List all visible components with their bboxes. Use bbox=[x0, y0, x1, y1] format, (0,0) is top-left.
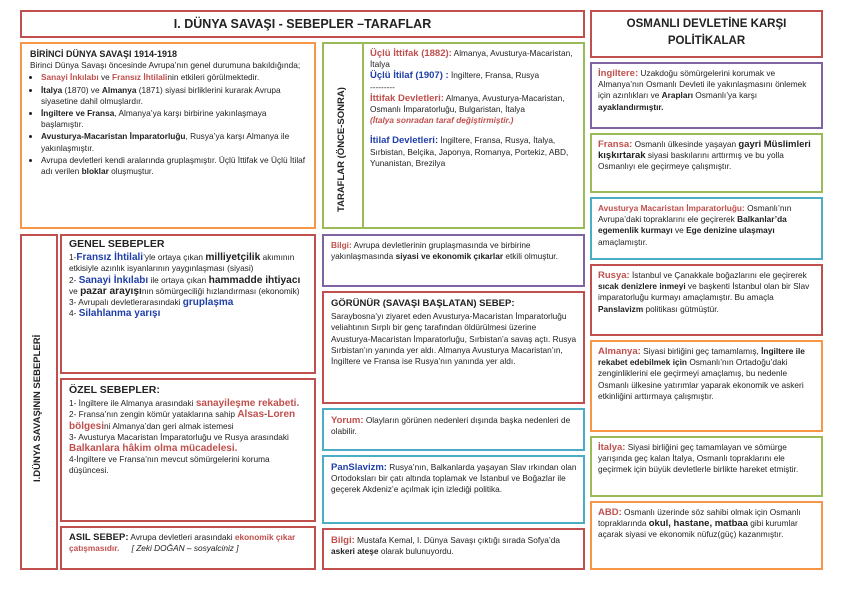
text: olarak bulunuyordu. bbox=[378, 546, 454, 557]
rekabet-text: sanayileşme rekabeti. bbox=[195, 398, 300, 410]
num: 4- bbox=[69, 454, 77, 465]
genel-item-1 bbox=[69, 252, 308, 274]
abd-box bbox=[590, 501, 823, 570]
avusturya-label: Avusturya Macaristan İmparatorluğu: bbox=[598, 203, 745, 213]
text: akımının etkisiyle azınlık isyanlarının yaygınlaşması (siyasi) bbox=[69, 252, 295, 274]
birinci-intro: Birinci Dünya Savaşı öncesinde Avrupa’nın genel durumuna bakıldığında; bbox=[30, 60, 301, 71]
italya-label: İtalya: bbox=[598, 442, 626, 453]
bilgi2-box bbox=[322, 528, 585, 570]
yorum-label: Yorum: bbox=[331, 415, 364, 426]
asil-box bbox=[60, 526, 316, 570]
ozel-item-2 bbox=[69, 409, 308, 431]
balkan-text: Balkanlara hâkim olma mücadelesi. bbox=[69, 443, 238, 455]
ittifak2-text: Almanya, Avusturya-Macaristan, Osmanlı İmparatorluğu, Bulgaristan, İtalya bbox=[370, 92, 565, 115]
taraflar-side-label: TARAFLAR (ÖNCE-SONRA) bbox=[336, 87, 347, 212]
list-item bbox=[41, 131, 308, 153]
text: (1870) ve bbox=[62, 84, 102, 95]
birinci-list bbox=[30, 72, 308, 177]
panslavizm-label: PanSlavizm: bbox=[331, 462, 387, 473]
ozel-item-3 bbox=[69, 432, 308, 454]
text: siyasi baskılarını arttırmış ve bu yolla Osmanlıyı ele geçirmeye çalışmıştır. bbox=[598, 150, 784, 172]
ittifak-text: Almanya, Avusturya-Macaristan, İtalya bbox=[370, 48, 573, 70]
fransa-label: Fransa: bbox=[598, 139, 633, 150]
source-credit: [ Zeki DOĞAN – sosyalciniz ] bbox=[131, 543, 239, 554]
main-title-box bbox=[20, 10, 585, 38]
ihtilal-text: Fransız İhtilali bbox=[112, 72, 168, 83]
main-title: I. DÜNYA SAVAŞI - SEBEPLER –TARAFLAR bbox=[173, 17, 432, 31]
ingiltere-box bbox=[590, 62, 823, 129]
bold-text: İngiltere ile rekabet edebilmek için bbox=[598, 346, 805, 368]
rusya-box bbox=[590, 264, 823, 336]
italya-text: İtalya bbox=[41, 84, 63, 95]
num: 2- bbox=[69, 274, 79, 285]
text: , Almanya’ya karşı birbirine yakınlaşmaya başlamıştır. bbox=[41, 108, 267, 130]
text: nın sömürgeciliği hızlandırması (ekonomik) bbox=[141, 285, 300, 296]
gruplasma-text: gruplaşma bbox=[182, 297, 234, 309]
text: Avrupa devletlerinin gruplaşmasında ve birbirine yakınlaşmasında bbox=[331, 240, 531, 262]
almanya-box bbox=[590, 340, 823, 432]
sebepler-side-label: I.DÜNYA SAVAŞININ SEBEPLERİ bbox=[32, 334, 43, 482]
right-title-box bbox=[590, 10, 823, 58]
abd-label: ABD: bbox=[598, 507, 622, 518]
text: Osmanlı ülkesinde yaşayan bbox=[632, 139, 739, 149]
list-item bbox=[41, 85, 308, 107]
asil-label: ASIL SEBEP: bbox=[69, 532, 129, 543]
alsas-text: Alsas-Loren bölgesi bbox=[69, 409, 296, 432]
bold-text: Balkanlar’da egemenlik kurmayı bbox=[598, 214, 787, 236]
ekonomik-text: ekonomik çıkar çatışmasıdır. bbox=[69, 532, 296, 554]
genel-heading: GENEL SEBEPLER bbox=[69, 238, 165, 250]
itilaf2-text: İngiltere, Fransa, Rusya, İtalya, Sırbistan, Belçika, Japonya, Romanya, Portekiz, ABD, Yunanistan, Brezilya bbox=[370, 135, 569, 168]
num: 1- bbox=[69, 252, 77, 263]
text: ve bbox=[672, 225, 687, 236]
list-item bbox=[41, 155, 308, 177]
text: etkili olmuştur. bbox=[503, 251, 558, 262]
birinci-box bbox=[20, 42, 316, 229]
text: , Rusya’ya karşı Almanya ile yakınlaşmıştır. bbox=[41, 131, 290, 153]
avusturya-box bbox=[590, 197, 823, 260]
taraflar-divider bbox=[362, 44, 364, 227]
genel-item-4 bbox=[69, 308, 308, 319]
list-item bbox=[41, 108, 308, 130]
ozel-item-4 bbox=[69, 454, 308, 476]
text: 1- İngiltere ile Almanya arasındaki bbox=[69, 398, 196, 409]
dashes: --------- bbox=[370, 81, 395, 92]
text: İngiltere ve Fransa’nın mevcut sömürgelerini koruma düşüncesi. bbox=[69, 454, 270, 476]
pazar-text: pazar arayışı bbox=[80, 285, 142, 297]
italy-note: (İtalya sonradan taraf değiştirmiştir.) bbox=[370, 115, 514, 126]
bold-text: siyasi ve ekonomik çıkarlar bbox=[395, 251, 504, 262]
sebepler-side-box bbox=[20, 234, 58, 570]
itilaf2-line bbox=[370, 135, 578, 169]
text: Uzakdoğu sömürgelerini korumak ve Almanya’nın Osmanlı Devleti ile yakınlaşmasını önlemek için azınlıkları ve bbox=[598, 68, 807, 101]
text: Avrupa devletleri kendi aralarında gruplaşmıştır. Üçlü İttifak ve Üçlü İtilaf adı verilen bbox=[41, 154, 306, 177]
ittifak2-line bbox=[370, 93, 578, 115]
text: ve bbox=[98, 72, 113, 83]
itilaf-label: Üçlü İtilaf (1907) : bbox=[370, 70, 449, 82]
sanayi-text: Sanayi İnkılabı bbox=[41, 72, 99, 83]
silahlanma-text: Silahlanma yarışı bbox=[78, 308, 161, 320]
bold-text: gayri Müslimleri kışkırtarak bbox=[598, 139, 811, 162]
bold-text: Ege denizine ulaşmayı bbox=[686, 225, 775, 236]
text: Siyasi birliğini geç tamamlayan ve sömürge yarışında geç kalan İtalya, Osmanlı topraklarını ele geçirmek için büyük devletlerle birlikte hareket etmiştir. bbox=[598, 442, 799, 475]
panslavizm-box bbox=[322, 455, 585, 524]
bilgi-label: Bilgi: bbox=[331, 240, 352, 250]
text: 3- Avusturya Macaristan İmparatorluğu ve Rusya arasındaki bbox=[69, 431, 289, 442]
text: Osmanlı’nın Ortadoğu’daki zenginliklerini ele geçirmeyi amaçlamış, bu nedenle Osmanlı ülkesine yatırımlar yaparak ekonomik ve askeri etkinliğini arttırmaya çalışmıştır. bbox=[598, 357, 804, 401]
ozel-box bbox=[60, 378, 316, 522]
gorunur-text: Saraybosna’yı ziyaret eden Avusturya-Macaristan İmparatorluğu veliahtının Sırplı bir genç tarafından öldürülmesi üzerine Avusturya-Macaristan İmparatorluğu, Sırbistan’a savaş açtı. Rusya Sırbistan’ın yanında yer aldı. Almanya Avusturya Macaristan’ın, İngiltere ve Fransa ise Rusya’nın yanında yer aldı. bbox=[331, 311, 577, 367]
text: 3- Avrupalı devletlerarasındaki bbox=[69, 297, 183, 308]
taraflar-box bbox=[322, 42, 585, 229]
text: ile ortaya çıkan bbox=[148, 274, 209, 285]
text: gibi kurumlar açarak siyasi ve ekonomik nüfuz(güç) kazanmıştır. bbox=[598, 518, 798, 540]
text: Osmanlı üzerinde söz sahibi olmak için Osmanlı topraklarında bbox=[598, 507, 801, 529]
text: Avrupa devletleri arasındaki bbox=[128, 532, 235, 542]
genel-item-3 bbox=[69, 297, 308, 308]
yorum-box bbox=[322, 408, 585, 451]
fransa-box bbox=[590, 133, 823, 193]
ittifak2-label: İttifak Devletleri: bbox=[370, 92, 444, 104]
bold-text: askeri ateşe bbox=[331, 546, 379, 557]
rusya-label: Rusya: bbox=[598, 270, 630, 281]
hammadde-text: hammadde ihtiyacı bbox=[208, 274, 301, 286]
text: Mustafa Kemal, I. Dünya Savaşı çıktığı sırada Sofya’da bbox=[354, 535, 560, 545]
text: oluşmuştur. bbox=[108, 166, 154, 177]
ittifak-label: Üçlü İttifak (1882): bbox=[370, 48, 452, 59]
ittifak-line bbox=[370, 48, 578, 70]
text: (1871) siyasi birliklerini kurarak Avrupa siyasetine dahil olmuşlardır. bbox=[41, 84, 281, 106]
genel-item-2 bbox=[69, 275, 308, 297]
almanya-label: Almanya: bbox=[598, 346, 641, 357]
itilaf-line bbox=[370, 70, 578, 81]
bold-text: sıcak denizlere inmeyi bbox=[598, 281, 686, 292]
ozel-item-1 bbox=[69, 398, 308, 409]
text: Rusya’nın, Balkanlarda yaşayan Slav ırkından olan Ortodoksları bir çatı altında toplamak ve İstanbul ve Boğazlar ile geçerek Akdeniz’e açılmak için izlediği politika. bbox=[331, 462, 577, 495]
gorunur-heading: GÖRÜNÜR (SAVAŞI BAŞLATAN) SEBEP: bbox=[331, 298, 515, 309]
text: ’yle ortaya çıkan bbox=[143, 252, 206, 263]
text: Osmanlı’ya karşı bbox=[693, 90, 758, 101]
ozel-heading: ÖZEL SEBEPLER: bbox=[69, 384, 160, 396]
itilaf2-label: İtilaf Devletleri: bbox=[370, 135, 439, 147]
bloklar-text: bloklar bbox=[81, 166, 109, 177]
text: Siyasi birliğini geç tamamlamış, bbox=[640, 346, 762, 356]
birinci-heading: BİRİNCİ DÜNYA SAVAŞI 1914-1918 bbox=[30, 49, 178, 59]
num: 4- bbox=[69, 308, 79, 319]
right-title: OSMANLI DEVLETİNE KARŞI POLİTİKALAR bbox=[626, 18, 787, 47]
gorunur-box bbox=[322, 291, 585, 404]
text: politikası gütmüştür. bbox=[643, 303, 719, 314]
bilgi1-box bbox=[322, 234, 585, 287]
ing-fra-text: İngiltere ve Fransa bbox=[41, 108, 115, 119]
text: nin etkileri görülmektedir. bbox=[167, 72, 260, 83]
ingiltere-label: İngiltere: bbox=[598, 68, 639, 79]
text: ve başkenti İstanbul olan bir Slav imparatorluğu kurmayı amaçlamıştır. Bu amaçla bbox=[598, 281, 810, 303]
text: amaçlamıştır. bbox=[598, 236, 648, 247]
text: 2- Fransa’nın zengin kömür yataklarına sahip bbox=[69, 409, 238, 420]
bilgi-label: Bilgi: bbox=[331, 535, 355, 546]
sanayi-text: Sanayi İnkılabı bbox=[78, 274, 149, 286]
text: Olayların görünen nedenleri dışında başka nedenleri de olabilir. bbox=[331, 415, 571, 437]
list-item bbox=[41, 72, 308, 83]
text: ni Almanya’dan geri almak istemesi bbox=[104, 420, 234, 431]
italya-box bbox=[590, 436, 823, 497]
fransiz-text: Fransız İhtilali bbox=[76, 252, 144, 264]
text: Osmanlı’nın Avrupa’daki topraklarını ele geçirerek bbox=[598, 203, 792, 225]
itilaf-text: İngiltere, Fransa, Rusya bbox=[448, 70, 540, 81]
avusturya-text: Avusturya-Macaristan İmparatorluğu bbox=[41, 131, 186, 142]
text: ve bbox=[69, 285, 81, 296]
araplar-text: Arapları bbox=[661, 90, 693, 101]
text: İstanbul ve Çanakkale boğazlarını ele geçirerek bbox=[629, 270, 807, 280]
milliyetcilik-text: milliyetçilik bbox=[205, 252, 261, 264]
bold-text: Panslavizm bbox=[598, 303, 644, 314]
almanya-text: Almanya bbox=[101, 84, 137, 95]
genel-box bbox=[60, 234, 316, 374]
bold-text: okul, hastane, matbaa bbox=[648, 518, 748, 530]
ayaklandirma-text: ayaklandırmıştır. bbox=[598, 101, 664, 112]
